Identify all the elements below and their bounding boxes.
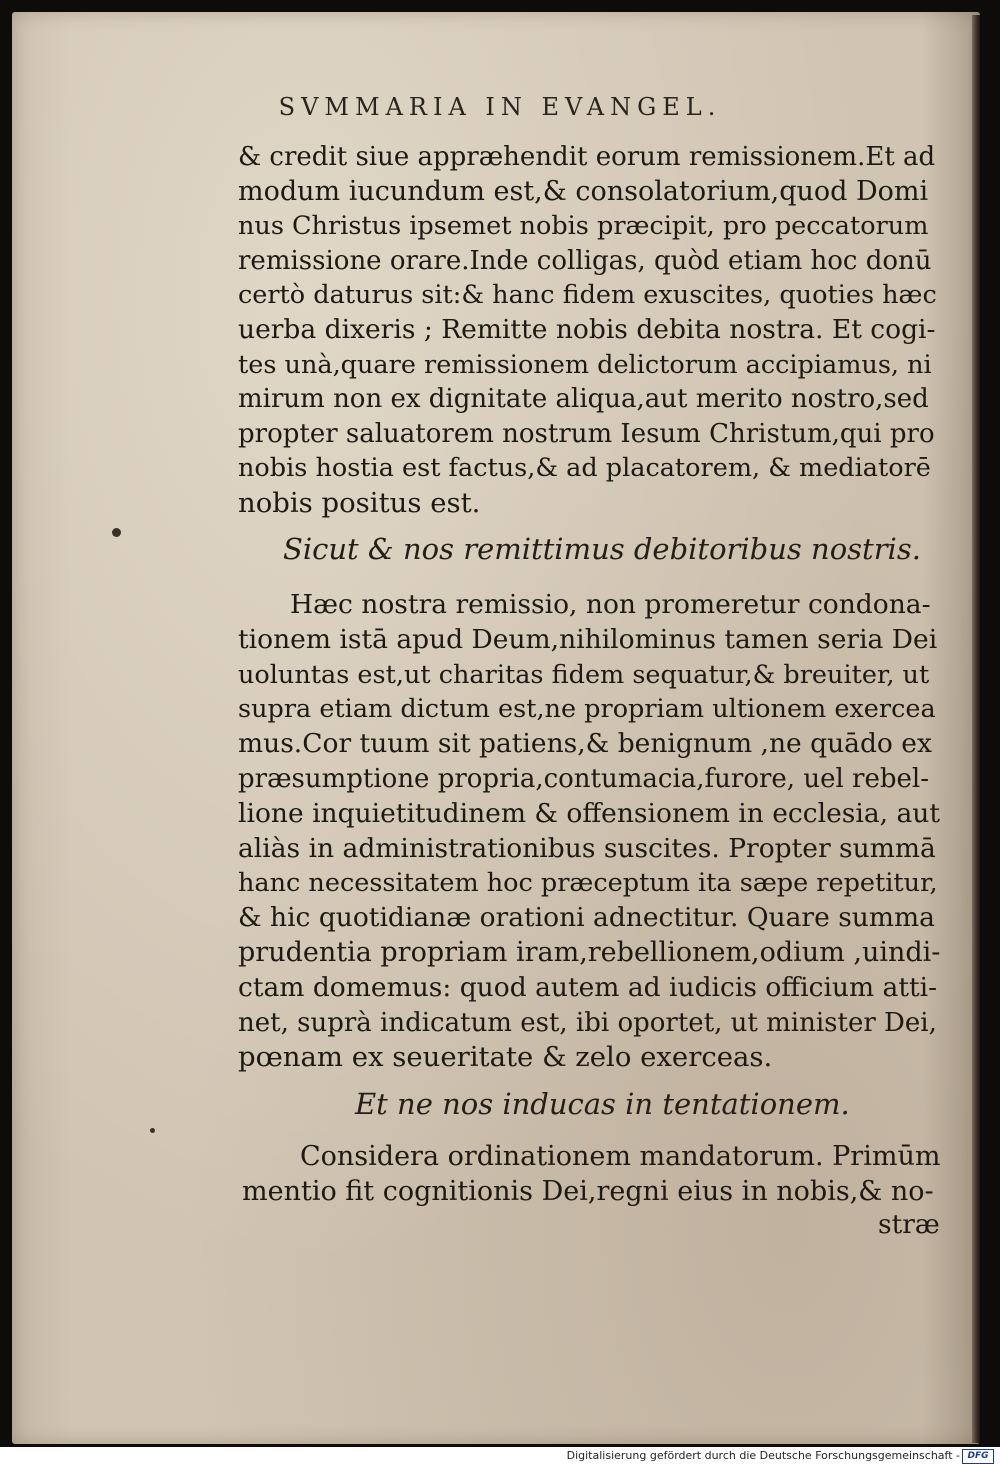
text-line: remissione orare.Inde colligas, quòd etiam hoc donū <box>238 245 932 276</box>
text-line: lione inquietitudinem & offensionem in ecclesia, aut <box>238 797 940 829</box>
page-edge <box>972 15 980 1443</box>
text-line: & hic quotidianӕ orationi adnectitur. Quare summa <box>238 902 935 934</box>
text-line: mus.Cor tuum sit patiens,& benignum ,ne quādo ex <box>238 728 932 760</box>
section-heading-sicut: Sicut & nos remittimus debitoribus nostris. <box>283 532 921 566</box>
text-line: uoluntas est,ut charitas fidem sequatur,& breuiter, ut <box>238 659 930 690</box>
funding-notice: Digitalisierung gefördert durch die Deutsche Forschungsgemeinschaft - <box>566 1449 960 1462</box>
ink-spot <box>112 528 121 537</box>
text-line: nus Christus ipsemet nobis prӕcipit, pro peccatorum <box>238 211 929 242</box>
section-heading-et-ne-nos: Et ne nos inducas in tentationem. <box>355 1087 850 1121</box>
text-line: mentio fit cognitionis Dei,regni eius in nobis,& no- <box>242 1175 934 1207</box>
text-line: Hӕc nostra remissio, non promeretur condona- <box>290 589 931 620</box>
text-line: certò daturus sit:& hanc fidem exuscites, quoties hӕc <box>238 280 937 311</box>
text-line: nobis positus est. <box>238 487 481 519</box>
text-line: nobis hostia est factus,& ad placatorem, & mediatorē <box>238 453 931 484</box>
text-line: prudentia propriam iram,rebellionem,odium ,uindi- <box>238 937 941 968</box>
text-line: Considera ordinationem mandatorum. Primūm <box>300 1141 941 1172</box>
text-line: modum iucundum est,& consolatorium,quod Domi <box>238 175 929 207</box>
running-head: SVMMARIA IN EVANGEL. <box>278 93 722 121</box>
text-line: & credit siue apprӕhendit eorum remissionem.Et ad <box>238 142 936 172</box>
text-line: prӕsumptione propria,contumacia,furore, uel rebel- <box>238 764 929 794</box>
text-line: aliàs in administrationibus suscites. Propter summā <box>238 832 936 864</box>
text-line: tionem istā apud Deum,nihilominus tamen seria Dei <box>238 623 938 655</box>
text-line: uerba dixeris ; Remitte nobis debita nostra. Et cogi- <box>238 314 936 345</box>
text-line: hanc necessitatem hoc prӕceptum ita sӕpe repetitur, <box>238 868 938 899</box>
text-line: pœnam ex seueritate & zelo exerceas. <box>238 1041 773 1074</box>
text-line: net, suprà indicatum est, ibi oportet, ut minister Dei, <box>238 1007 937 1038</box>
text-line: tes unà,quare remissionem delictorum accipiamus, ni <box>238 349 932 380</box>
ink-spot <box>150 1128 155 1133</box>
footer-bar <box>0 1447 1000 1465</box>
catchword: strӕ <box>878 1209 940 1240</box>
dfg-logo: DFG <box>962 1449 994 1464</box>
text-line: propter saluatorem nostrum Iesum Christum,qui pro <box>238 418 935 449</box>
text-line: supra etiam dictum est,ne propriam ultionem exercea <box>238 694 936 725</box>
text-line: mirum non ex dignitate aliqua,aut merito nostro,sed <box>238 384 929 415</box>
text-line: ctam domemus: quod autem ad iudicis officium atti- <box>238 971 938 1003</box>
